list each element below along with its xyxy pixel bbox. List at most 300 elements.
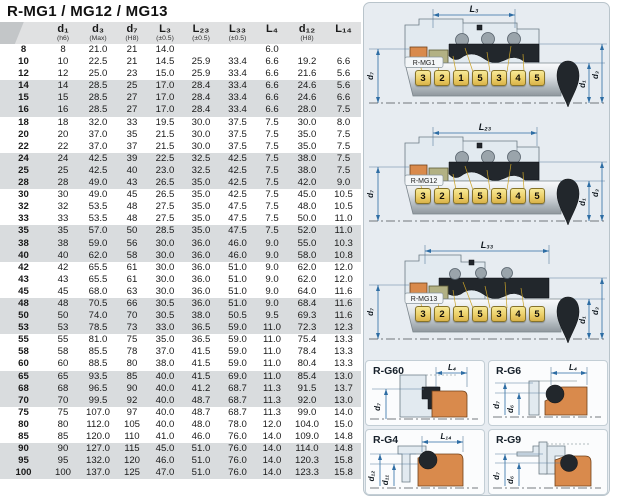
value-cell: 35.0 [155, 334, 175, 346]
value-cell: 9.0 [336, 177, 351, 189]
value-cell: 58 [126, 249, 138, 261]
value-cell: 27.5 [155, 213, 175, 225]
value-cell: 17.0 [155, 80, 175, 92]
value-cell: 68.7 [228, 382, 247, 394]
value-cell: 11.0 [263, 322, 281, 334]
value-cell: 25.9 [191, 56, 211, 68]
column-header: d₁₂ (H8) [288, 22, 326, 44]
value-cell: 7.5 [265, 189, 279, 201]
value-cell: 7.5 [265, 225, 279, 237]
value-cell: 9.0 [265, 261, 279, 273]
value-cell: 21.6 [297, 68, 317, 80]
value-cell: 42.5 [228, 177, 247, 189]
value-cell: 30 [57, 189, 69, 201]
value-cell: 17.0 [155, 92, 175, 104]
value-cell: 26.5 [155, 177, 175, 189]
value-cell: 80.4 [297, 358, 317, 370]
value-cell: 90 [126, 382, 138, 394]
diagram-label: R-MG1 [412, 60, 436, 67]
value-cell: 7.5 [336, 128, 351, 140]
size-cell: 45 [18, 285, 29, 297]
value-cell: 7.5 [265, 201, 279, 213]
value-cell: 123.3 [294, 467, 319, 479]
dim-label-d1: d₁ [578, 316, 587, 324]
value-cell: 9.0 [265, 273, 279, 285]
size-cell: 30 [18, 189, 29, 201]
value-cell: 114.0 [295, 443, 319, 455]
table-row [0, 358, 361, 370]
value-cell: 68 [57, 382, 69, 394]
value-cell: 36.0 [191, 285, 211, 297]
value-cell: 100 [54, 467, 71, 479]
value-cell: 30.5 [155, 297, 175, 309]
size-cell: 60 [18, 358, 29, 370]
value-cell: 22.5 [88, 56, 108, 68]
value-cell: 7.5 [265, 116, 279, 128]
value-cell: 58.0 [297, 249, 317, 261]
value-cell: 45.0 [297, 189, 317, 201]
value-cell: 7.5 [336, 140, 351, 152]
page-title: R-MG1 / MG12 / MG13 [7, 3, 168, 20]
value-cell: 46.0 [228, 249, 247, 261]
value-cell: 11.0 [263, 358, 281, 370]
value-cell: 48.0 [297, 201, 317, 213]
value-cell: 48.7 [191, 394, 211, 406]
value-cell: 21.5 [155, 140, 175, 152]
value-cell: 14.0 [262, 431, 282, 442]
value-cell: 137.0 [85, 467, 110, 479]
table-row [0, 298, 361, 310]
size-cell: 58 [18, 346, 29, 358]
seat-card-label: R-G60 [373, 365, 404, 377]
value-cell: 99.0 [297, 406, 317, 418]
value-cell: 65.5 [88, 273, 108, 285]
value-cell: 78 [126, 346, 138, 358]
size-cell: 42 [18, 261, 29, 273]
value-cell: 37.5 [228, 128, 247, 140]
value-cell: 35 [126, 128, 138, 140]
value-cell: 35.0 [297, 128, 317, 140]
value-cell: 110 [124, 431, 140, 442]
callout-number: 4 [510, 306, 526, 322]
seat-card-r-g9 [488, 429, 608, 495]
value-cell: 50.0 [297, 213, 317, 225]
value-cell: 85.4 [297, 370, 317, 382]
value-cell: 28.5 [88, 104, 108, 116]
value-cell: 76.0 [228, 455, 247, 467]
value-cell: 13.3 [334, 346, 353, 358]
size-cell: 10 [18, 56, 29, 68]
value-cell: 78.5 [88, 322, 108, 334]
size-cell: 38 [18, 237, 29, 249]
value-cell: 63 [126, 285, 138, 297]
value-cell: 35.0 [191, 189, 211, 201]
value-cell: 30.0 [191, 140, 211, 152]
value-cell: 30.0 [191, 128, 211, 140]
value-cell: 65 [57, 370, 69, 382]
value-cell: 70 [57, 394, 69, 406]
value-cell: 72.3 [297, 322, 317, 334]
value-cell: 12.3 [334, 322, 353, 334]
column-header: L₁₄ [326, 22, 361, 44]
value-cell: 58 [57, 346, 69, 358]
value-cell: 53.5 [88, 213, 108, 225]
value-cell: 59.0 [228, 322, 247, 334]
value-cell: 28.4 [191, 92, 211, 104]
table-row [0, 56, 361, 68]
size-cell: 12 [18, 68, 29, 80]
value-cell: 51.0 [191, 443, 211, 455]
value-cell: 12.0 [334, 273, 353, 285]
table-row [0, 383, 361, 395]
size-cell: 68 [18, 382, 29, 394]
value-cell: 62.0 [88, 249, 108, 261]
dim-label-d7: d₇ [366, 190, 375, 198]
value-cell: 27.5 [155, 201, 175, 213]
value-cell: 85 [126, 370, 138, 382]
value-cell: 13.7 [334, 382, 353, 394]
dimension-table [0, 22, 361, 479]
value-cell: 10.5 [334, 201, 353, 213]
table-row [0, 129, 361, 141]
value-cell: 43 [126, 177, 138, 189]
value-cell: 18 [57, 116, 69, 128]
callout-numbers [415, 188, 545, 204]
dim-label-l33: L₃₃ [480, 240, 494, 250]
table-row [0, 395, 361, 407]
dim-label-d1: d₁ [578, 80, 587, 88]
value-cell: 42.5 [228, 189, 247, 201]
callout-number: 1 [453, 306, 469, 322]
size-cell: 8 [20, 44, 27, 55]
dim-label-d3: d₃ [591, 71, 600, 79]
value-cell: 14.0 [334, 406, 353, 418]
value-cell: 10.3 [334, 237, 353, 249]
value-cell: 70.5 [88, 297, 108, 309]
callout-number: 2 [434, 70, 450, 86]
value-cell: 32.5 [191, 164, 211, 176]
value-cell: 13.0 [334, 394, 353, 406]
column-header: L₂₃ (±0.5) [183, 22, 219, 44]
diagram-r-mg13 [365, 240, 610, 358]
value-cell: 40 [126, 164, 138, 176]
value-cell: 32 [57, 201, 69, 213]
value-cell: 8 [60, 44, 66, 55]
value-cell: 75 [126, 334, 138, 346]
value-cell: 9.0 [265, 285, 279, 297]
dim-label-l3: L₃ [469, 4, 479, 14]
value-cell: 33 [126, 116, 138, 128]
value-cell: 46.0 [228, 237, 247, 249]
value-cell: 97 [126, 406, 138, 418]
value-cell: 21 [126, 56, 138, 68]
value-cell: 40.0 [155, 370, 175, 382]
value-cell: 12 [57, 68, 69, 80]
size-cell: 28 [18, 177, 29, 189]
column-header: d₁ (h6) [47, 22, 79, 44]
value-cell: 33 [57, 213, 69, 225]
value-cell: 51.0 [228, 273, 247, 285]
value-cell: 20 [57, 128, 69, 140]
value-cell: 24.6 [297, 80, 317, 92]
value-cell: 43 [57, 273, 69, 285]
callout-numbers [415, 306, 545, 322]
size-cell: 20 [18, 128, 29, 140]
table-row [0, 238, 361, 250]
value-cell: 40.0 [155, 406, 175, 418]
callout-number: 3 [415, 70, 431, 86]
value-cell: 28.5 [88, 92, 108, 104]
value-cell [183, 44, 219, 56]
callout-number: 5 [472, 70, 488, 86]
size-cell: 15 [18, 92, 29, 104]
value-cell: 36.5 [191, 322, 211, 334]
value-cell: 32.5 [191, 152, 211, 164]
size-cell: 22 [18, 140, 29, 152]
value-cell: 99.5 [88, 394, 108, 406]
value-cell: 33.4 [228, 104, 247, 116]
value-cell: 132.0 [85, 455, 110, 467]
value-cell: 47.5 [228, 201, 247, 213]
value-cell: 25.9 [191, 68, 211, 80]
value-cell: 11.3 [263, 406, 281, 418]
value-cell: 30.0 [155, 249, 175, 261]
value-cell: 62.0 [297, 261, 317, 273]
value-cell: 28 [57, 177, 69, 189]
value-cell: 36.0 [191, 273, 211, 285]
size-cell: 70 [18, 394, 29, 406]
diagram-label: R-MG12 [410, 178, 438, 185]
value-cell: 6.6 [265, 92, 279, 104]
callout-number: 4 [510, 188, 526, 204]
value-cell: 51.0 [228, 297, 247, 309]
callout-number: 4 [510, 70, 526, 86]
value-cell: 17.0 [155, 104, 175, 116]
size-cell: 48 [18, 297, 29, 309]
size-cell: 85 [18, 431, 29, 442]
value-cell: 109.0 [294, 431, 319, 442]
value-cell: 35.0 [297, 140, 317, 152]
seat-card-r-g60 [365, 360, 485, 426]
value-cell: 6.6 [265, 80, 279, 92]
value-cell: 33.4 [228, 68, 247, 80]
value-cell: 46.0 [155, 455, 175, 467]
value-cell: 21.5 [155, 128, 175, 140]
column-header: L₄ [256, 22, 288, 44]
value-cell: 48 [126, 201, 138, 213]
value-cell: 19.2 [297, 56, 317, 68]
value-cell: 28.5 [155, 225, 175, 237]
value-cell: 14.8 [334, 443, 353, 455]
value-cell: 14.0 [262, 467, 282, 479]
value-cell: 62.0 [297, 273, 317, 285]
value-cell [326, 44, 361, 56]
value-cell: 11.0 [263, 346, 281, 358]
value-cell: 14.8 [334, 431, 353, 442]
value-cell: 11.0 [334, 225, 353, 237]
value-cell: 38.0 [155, 358, 175, 370]
value-cell: 45.0 [155, 443, 175, 455]
dim-label-d7: d₇ [373, 403, 382, 411]
value-cell: 125 [123, 467, 140, 479]
column-header: L₃₃ (±0.5) [219, 22, 256, 44]
dim-label-d7: d₇ [492, 401, 501, 409]
table-row [0, 104, 361, 116]
value-cell: 48.7 [191, 406, 211, 418]
table-row [0, 274, 361, 286]
diagram-r-mg1 [365, 4, 610, 122]
value-cell: 59.0 [228, 358, 247, 370]
table-row [0, 455, 361, 467]
value-cell: 10.5 [334, 189, 353, 201]
value-cell: 51.0 [228, 285, 247, 297]
dim-label-d7: d₇ [366, 308, 375, 316]
value-cell: 69.3 [297, 310, 317, 322]
size-cell: 100 [15, 467, 32, 479]
value-cell: 104.0 [294, 418, 319, 430]
value-cell: 42.5 [228, 164, 247, 176]
value-cell: 59.0 [228, 334, 247, 346]
table-row [0, 371, 361, 383]
callout-number: 3 [491, 70, 507, 86]
value-cell: 38.0 [297, 152, 317, 164]
value-cell: 19.5 [155, 116, 175, 128]
seat-card-r-g4 [365, 429, 485, 495]
value-cell: 49.0 [88, 177, 108, 189]
value-cell: 25 [57, 164, 69, 176]
value-cell: 120.0 [85, 431, 110, 442]
callout-number: 3 [415, 188, 431, 204]
value-cell: 74.0 [88, 310, 108, 322]
value-cell: 112.0 [86, 418, 110, 430]
value-cell: 33.0 [155, 322, 175, 334]
value-cell: 42.5 [88, 164, 108, 176]
value-cell: 41.5 [191, 358, 211, 370]
size-cell: 65 [18, 370, 29, 382]
seal-drawing-mg1 [365, 4, 610, 122]
seat-card-label: R-G6 [496, 365, 522, 377]
value-cell: 50 [126, 225, 138, 237]
value-cell: 50.5 [228, 310, 247, 322]
value-cell: 40 [57, 249, 69, 261]
value-cell: 37.0 [155, 346, 175, 358]
value-cell: 70 [126, 310, 138, 322]
value-cell: 35.0 [191, 225, 211, 237]
callout-number: 1 [453, 70, 469, 86]
value-cell: 80 [57, 418, 69, 430]
value-cell: 64.0 [297, 285, 317, 297]
value-cell: 6.6 [265, 68, 279, 80]
value-cell: 33.4 [228, 56, 247, 68]
dim-label-d12: d₁₂ [367, 470, 376, 482]
value-cell: 42.5 [88, 152, 108, 164]
value-cell: 75 [57, 406, 69, 418]
value-cell: 60 [57, 358, 69, 370]
table-row [0, 44, 361, 56]
value-cell: 120.3 [294, 455, 319, 467]
value-cell: 76.0 [228, 431, 247, 442]
callout-number: 3 [415, 306, 431, 322]
callout-number: 2 [434, 306, 450, 322]
value-cell: 7.5 [336, 152, 351, 164]
size-cell: 90 [18, 443, 29, 455]
dim-label-d1: d₁ [578, 198, 587, 206]
value-cell: 59.0 [228, 346, 247, 358]
value-cell: 40.0 [155, 418, 175, 430]
table-row [0, 286, 361, 298]
value-cell [288, 44, 326, 56]
size-cell: 55 [18, 334, 29, 346]
dim-label-l4: L₄ [447, 363, 457, 372]
value-cell: 23.0 [155, 164, 175, 176]
value-cell: 11.0 [263, 334, 281, 346]
value-cell: 37.0 [88, 140, 108, 152]
value-cell: 8.0 [336, 116, 351, 128]
seal-drawing-mg13 [365, 240, 610, 358]
value-cell: 46.0 [191, 431, 211, 442]
value-cell: 56 [126, 237, 138, 249]
value-cell: 61 [126, 261, 138, 273]
table-row [0, 334, 361, 346]
value-cell: 81.0 [88, 334, 108, 346]
value-cell: 23 [126, 68, 138, 80]
value-cell: 48.0 [191, 418, 211, 430]
value-cell: 9.0 [265, 297, 279, 309]
table-row [0, 80, 361, 92]
value-cell: 85 [57, 431, 69, 442]
value-cell: 55.0 [297, 237, 317, 249]
value-cell: 45 [57, 285, 69, 297]
value-cell: 11.6 [334, 310, 353, 322]
value-cell: 30.0 [155, 285, 175, 297]
dim-label-l4: L₄ [568, 363, 578, 372]
value-cell: 45 [126, 189, 138, 201]
value-cell: 7.5 [265, 177, 279, 189]
value-cell: 55 [57, 334, 69, 346]
value-cell: 7.5 [336, 104, 351, 116]
value-cell: 6.6 [265, 104, 279, 116]
callout-number: 5 [529, 188, 545, 204]
value-cell: 28.4 [191, 104, 211, 116]
column-header: d₃ (Max) [79, 22, 117, 44]
value-cell: 57.0 [88, 225, 108, 237]
value-cell: 96.5 [88, 382, 108, 394]
value-cell: 75.4 [297, 334, 317, 346]
size-cell: 40 [18, 249, 29, 261]
dim-label-d6: d₆ [506, 404, 515, 414]
value-cell: 68.0 [88, 285, 108, 297]
table-row [0, 153, 361, 165]
value-cell: 40.0 [155, 394, 175, 406]
seat-card-label: R-G9 [496, 434, 522, 446]
value-cell [219, 44, 256, 56]
dim-label-d7: d₇ [492, 472, 501, 480]
value-cell: 65.5 [88, 261, 108, 273]
value-cell: 80 [126, 358, 138, 370]
value-cell: 36.0 [191, 237, 211, 249]
value-cell: 41.5 [191, 346, 211, 358]
value-cell: 36.0 [191, 249, 211, 261]
value-cell: 69.0 [228, 370, 247, 382]
value-cell: 21.0 [88, 44, 108, 55]
value-cell: 36.0 [191, 261, 211, 273]
callout-number: 5 [472, 306, 488, 322]
value-cell: 30.5 [155, 310, 175, 322]
value-cell: 48 [57, 297, 69, 309]
size-cell: 35 [18, 225, 29, 237]
value-cell: 42.5 [228, 152, 247, 164]
table-row [0, 443, 361, 455]
